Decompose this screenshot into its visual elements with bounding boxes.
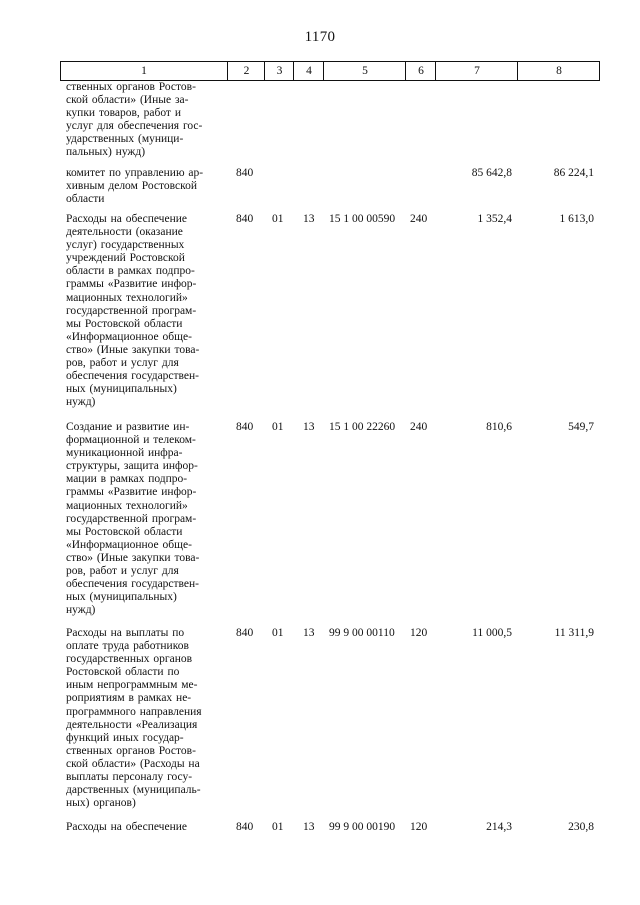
cell-amount-year-1: 1 352,4 [477,213,512,225]
cell-ministry-code: 840 [236,821,254,833]
cell-amount-year-1: 214,3 [486,821,512,833]
cell-subsection: 13 [303,213,315,225]
column-header-1: 1 [141,65,147,77]
column-header-3: 3 [264,62,294,80]
cell-subsection: 13 [303,627,315,639]
cell-amount-year-1: 85 642,8 [471,167,512,179]
cell-amount-year-2: 11 311,9 [554,627,594,639]
row-description: Расходы на обеспечение [66,821,187,833]
cell-target-article: 99 9 00 00190 [329,821,396,833]
cell-amount-year-1: 810,6 [486,421,512,433]
cell-subsection: 13 [303,821,315,833]
cell-expense-type: 240 [410,213,428,225]
cell-section: 01 [272,213,284,225]
cell-subsection: 13 [303,421,315,433]
cell-section: 01 [272,421,284,433]
cell-target-article: 15 1 00 00590 [329,213,396,225]
cell-section: 01 [272,821,284,833]
column-header-7: 7 [435,62,518,80]
column-header-2: 2 [227,62,265,80]
row-description: Расходы на обеспечение деятельности (оказание услуг) государственных учреждений Ростовской области в рамках подпро- граммы «Развитие инфор- мационных технологий» государственной програм- мы Ростовской области «Информационное обще- ство» (Иные закупки това- ров, работ и услуг для обеспечения государствен- ных (муниципальных) нужд) [66,213,200,409]
cell-target-article: 15 1 00 22260 [329,421,396,433]
column-header-8: 8 [517,62,600,80]
cell-amount-year-2: 549,7 [568,421,594,433]
cell-amount-year-2: 230,8 [568,821,594,833]
cell-section: 01 [272,627,284,639]
cell-ministry-code: 840 [236,627,254,639]
cell-expense-type: 120 [410,821,428,833]
column-header-5: 5 [323,62,406,80]
row-description: комитет по управлению ар- хивным делом Ростовской области [66,167,204,206]
column-header-6: 6 [405,62,436,80]
row-description: ственных органов Ростов- ской области» (Иные за- купки товаров, работ и услуг для обеспечения гос- ударственных (муници- пальных) нужд) [66,81,203,159]
table-header [60,61,600,81]
cell-ministry-code: 840 [236,421,254,433]
cell-expense-type: 120 [410,627,428,639]
cell-amount-year-1: 11 000,5 [472,627,512,639]
cell-expense-type: 240 [410,421,428,433]
page-number: 1170 [304,29,336,45]
cell-target-article: 99 9 00 00110 [329,627,395,639]
cell-amount-year-2: 1 613,0 [559,213,594,225]
row-description: Расходы на выплаты по оплате труда работников государственных органов Ростовской области по иным непрограммным ме- роприятиям в рамках не- программного направления деятельности «Реализация функций иных государ- ственных органов Ростов- ской области» (Расходы на выплаты персоналу госу- дарственных (муниципаль- ных) органов) [66,627,202,810]
cell-ministry-code: 840 [236,167,254,179]
row-description: Создание и развитие ин- формационной и телеком- муникационной инфра- структуры, защита инфор- мации в рамках подпро- граммы «Развитие инфор- мационных технологий» государственной програм- мы Ростовской области «Информационное обще- ство» (Иные закупки това- ров, работ и услуг для обеспечения государствен- ных (муниципальных) нужд) [66,421,200,617]
cell-ministry-code: 840 [236,213,254,225]
cell-amount-year-2: 86 224,1 [553,167,594,179]
column-header-4: 4 [293,62,324,80]
